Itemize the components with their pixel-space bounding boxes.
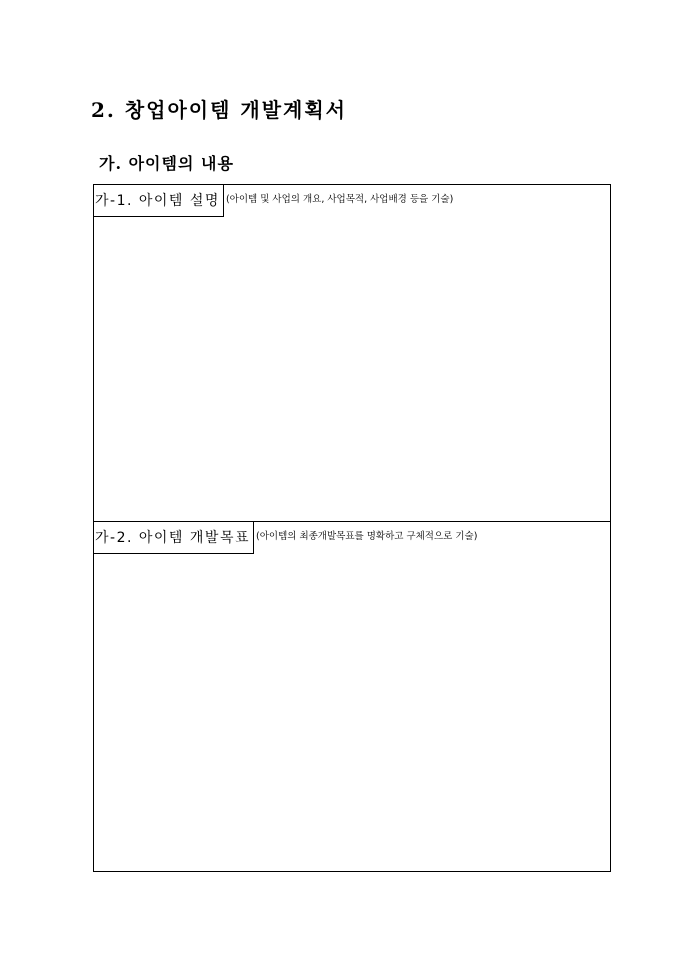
item-description-section	[94, 185, 610, 522]
item-development-goal-label: 가-2. 아이템 개발목표	[94, 522, 254, 554]
item-content-form	[93, 184, 611, 872]
section-heading: 가. 아이템의 내용	[99, 154, 234, 173]
item-description-content-area[interactable]	[94, 219, 610, 521]
item-development-goal-guidance: (아이템의 최종개발목표를 명확하고 구체적으로 기술)	[256, 531, 478, 542]
item-development-goal-label-row	[94, 522, 477, 554]
item-description-label-row	[94, 185, 453, 217]
item-development-goal-section	[94, 522, 610, 871]
document-title: 2. 창업아이템 개발계획서	[91, 98, 348, 122]
item-description-label: 가-1. 아이템 설명	[94, 185, 224, 217]
item-description-guidance: (아이템 및 사업의 개요, 사업목적, 사업배경 등을 기술)	[225, 194, 454, 205]
item-development-goal-content-area[interactable]	[94, 556, 610, 871]
